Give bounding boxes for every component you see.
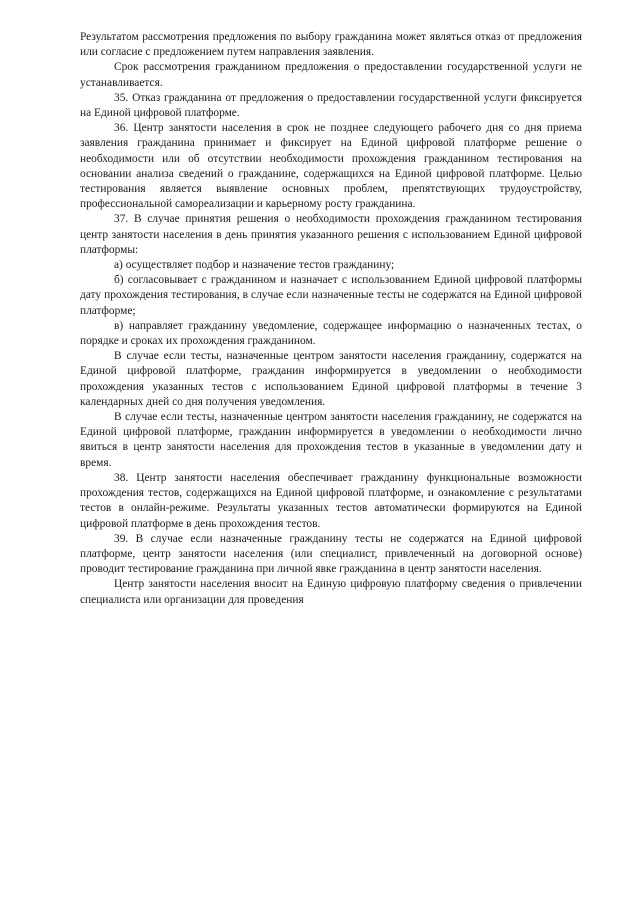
paragraph-tests-on-platform: В случае если тесты, назначенные центром занятости населения гражданину, содержатся на Единой цифровой платформе, гражданин информируется в уведомлении о необходимости прохождения указанных тестов с использованием Единой цифровой платформы в течение 3 календарных дней со дня получения уведомления. <box>80 350 582 408</box>
paragraph-review-period: Срок рассмотрения гражданином предложения о предоставлении государственной услуги не устанавливается. <box>80 61 582 89</box>
paragraph-tests-not-on-platform: В случае если тесты, назначенные центром занятости населения гражданину, не содержатся на Единой цифровой платформе, гражданин информируется в уведомлении о необходимости лично явиться в центр занятости населения для прохождения тестов в указанные в уведомлении дату и время. <box>80 411 582 469</box>
paragraph-36: 36. Центр занятости населения в срок не позднее следующего рабочего дня со дня приема заявления гражданина принимает и фиксирует на Единой цифровой платформе решение о необходимости или об отсутствии необходимости прохождения гражданином тестирования на основании анализа сведений о гражданине, содержащихся на Единой цифровой платформе. Целью тестирования является выявление основных проблем, препятствующих трудоустройству, профессиональной самореализации и карьерному росту гражданина. <box>80 122 582 211</box>
paragraph-37: 37. В случае принятия решения о необходимости прохождения гражданином тестирования центр занятости населения в день принятия указанного решения с использованием Единой цифровой платформы: <box>80 213 582 256</box>
paragraph-37-a: а) осуществляет подбор и назначение тестов гражданину; <box>114 259 395 272</box>
paragraph-38: 38. Центр занятости населения обеспечивает гражданину функциональные возможности прохождения тестов, содержащихся на Единой цифровой платформе, и ознакомление с результатами тестов в онлайн-режиме. Результаты указанных тестов автоматически формируются на Единой цифровой платформе в день прохождения тестов. <box>80 471 582 530</box>
paragraph-39: 39. В случае если назначенные гражданину тесты не содержатся на Единой цифровой платформе, центр занятости населения (или специалист, привлеченный на договорной основе) проводит тестирование гражданина при личной явке гражданина в центр занятости населения. <box>80 532 582 576</box>
paragraph-intro-result: Результатом рассмотрения предложения по выбору гражданина может являться отказ от предложения или согласие с предложением путем направления заявления. <box>80 31 582 59</box>
paragraph-specialist-info: Центр занятости населения вносит на Единую цифровую платформу сведения о привлечении специалиста или организации для проведения <box>80 578 582 606</box>
paragraph-35: 35. Отказ гражданина от предложения о предоставлении государственной услуги фиксируется на Единой цифровой платформе. <box>80 91 582 120</box>
document-page <box>80 30 582 608</box>
paragraph-37-v: в) направляет гражданину уведомление, содержащее информацию о назначенных тестах, о порядке и сроках их прохождения гражданином. <box>80 319 582 348</box>
paragraph-37-b: б) согласовывает с гражданином и назначает с использованием Единой цифровой платформы дату прохождения тестирования, в случае если назначенные тесты не содержатся на Единой цифровой платформе; <box>80 274 582 317</box>
